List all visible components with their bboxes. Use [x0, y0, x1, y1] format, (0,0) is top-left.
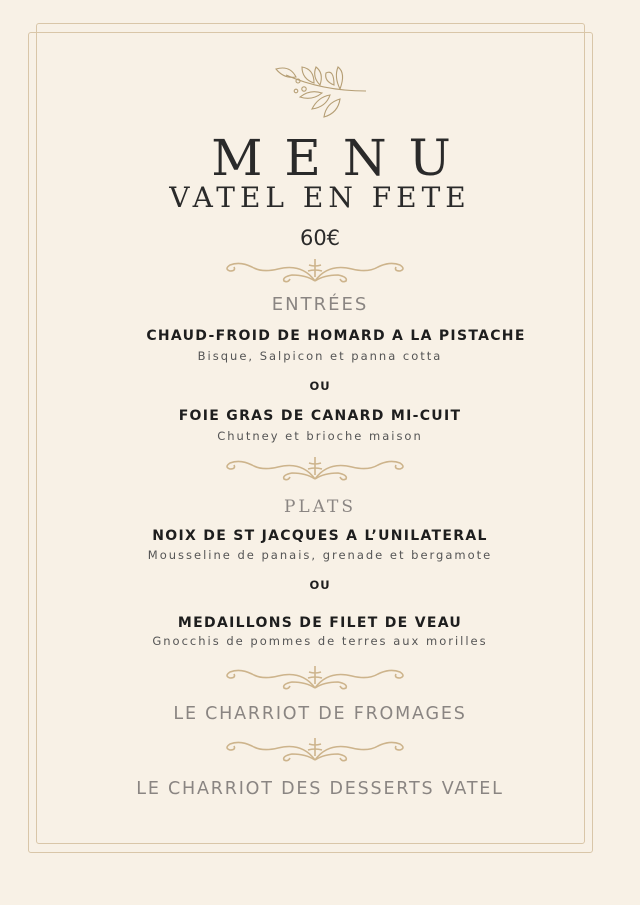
section-heading-plats: PLATS	[283, 497, 357, 517]
or-separator: OU	[309, 379, 331, 393]
or-separator: OU	[309, 578, 331, 592]
dish-name: MEDAILLONS DE FILET DE VEAU	[177, 615, 463, 631]
olive-branch-icon	[272, 63, 372, 123]
dish-description: Mousseline de panais, grenade et bergamote	[147, 548, 493, 562]
dish-description: Gnocchis de pommes de terres aux morilles	[152, 634, 488, 648]
dish-name: CHAUD-FROID DE HOMARD A LA PISTACHE	[146, 328, 526, 344]
menu-subtitle: VATEL EN FETE	[169, 181, 471, 214]
dish-description: Chutney et brioche maison	[217, 429, 423, 443]
dish-name: NOIX DE ST JACQUES A L’UNILATERAL	[152, 528, 488, 544]
flourish-divider-icon	[222, 455, 408, 483]
flourish-divider-icon	[222, 664, 408, 692]
dish-description: Bisque, Salpicon et panna cotta	[197, 349, 443, 363]
section-heading-entrees: ENTRÉES	[271, 294, 369, 315]
cheese-trolley: LE CHARRIOT DE FROMAGES	[173, 704, 467, 724]
flourish-divider-icon	[222, 257, 408, 285]
dessert-trolley: LE CHARRIOT DES DESSERTS VATEL	[136, 779, 504, 799]
menu-price: 60€	[299, 226, 341, 250]
flourish-divider-icon	[222, 736, 408, 764]
dish-name: FOIE GRAS DE CANARD MI-CUIT	[178, 408, 462, 424]
menu-title: MENU	[211, 129, 473, 187]
